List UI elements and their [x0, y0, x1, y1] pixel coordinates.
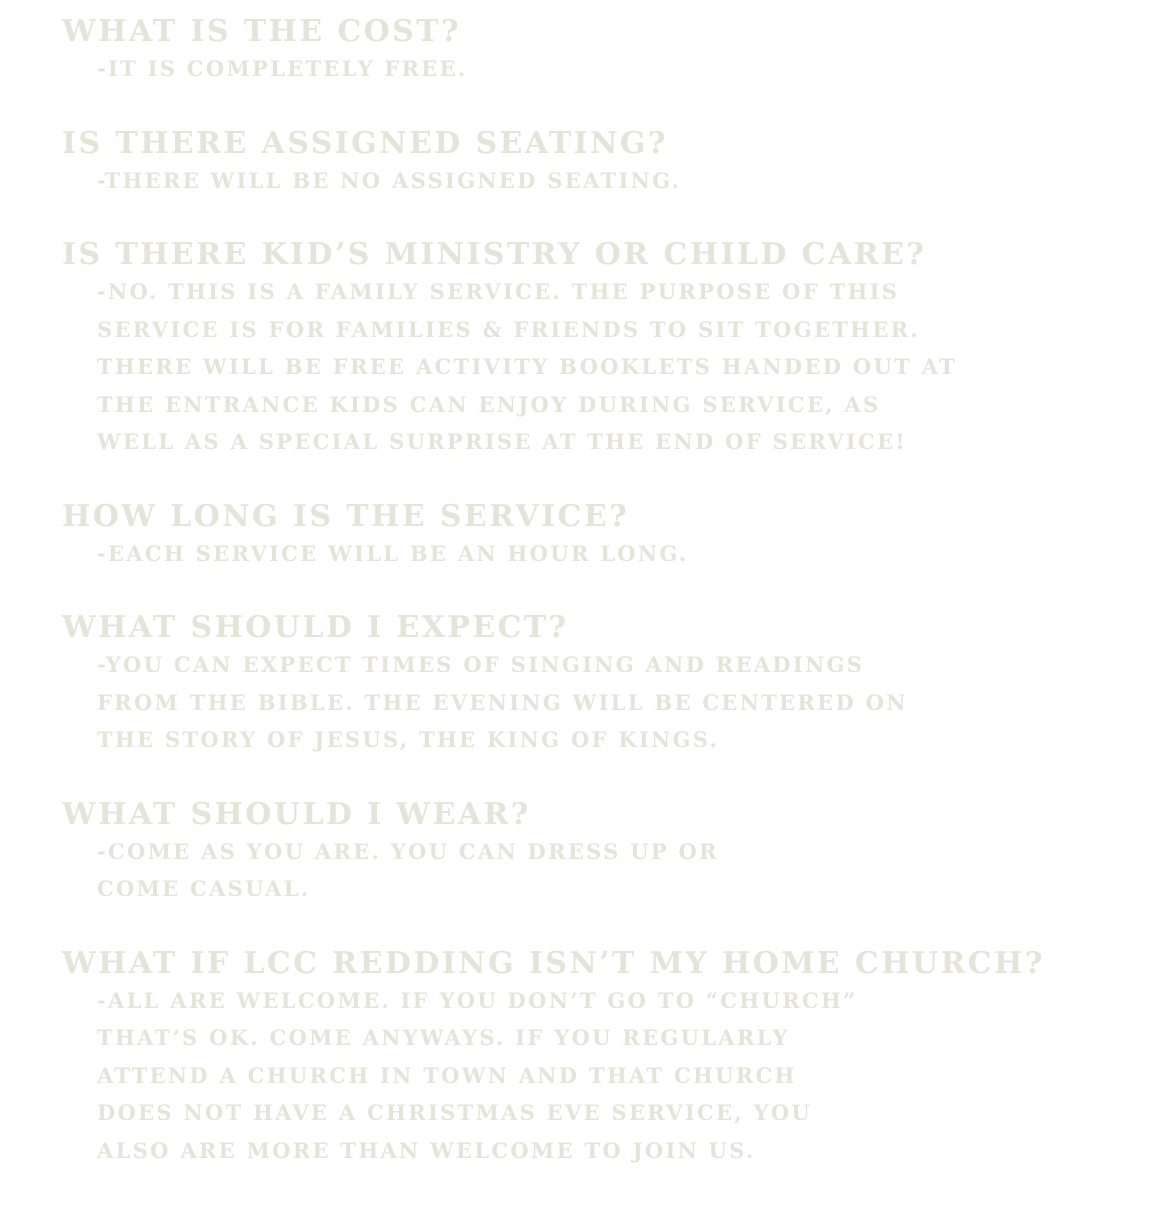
faq-answer — [97, 273, 1122, 461]
faq-answer — [97, 535, 1122, 573]
faq-answer-line: WELL AS A SPECIAL SURPRISE AT THE END OF SERVICE! — [97, 429, 907, 454]
faq-answer — [97, 162, 1122, 200]
faq-list — [62, 14, 1122, 1207]
faq-item-service-length — [62, 499, 1122, 573]
faq-answer-line: THE STORY OF JESUS, THE KING OF KINGS. — [97, 727, 720, 752]
faq-answer — [97, 833, 1122, 908]
faq-answer-line: SERVICE IS FOR FAMILIES & FRIENDS TO SIT TOGETHER. — [97, 316, 921, 342]
faq-answer-line: ALSO ARE MORE THAN WELCOME TO JOIN US. — [97, 1137, 756, 1163]
faq-answer-line: COME CASUAL. — [97, 876, 311, 901]
faq-item-seating — [62, 126, 1122, 200]
faq-answer-line: FROM THE BIBLE. THE EVENING WILL BE CENTERED ON — [97, 689, 908, 715]
faq-item-home-church — [62, 946, 1122, 1170]
faq-answer-line: THAT’S OK. COME ANYWAYS. IF YOU REGULARLY — [97, 1025, 790, 1050]
faq-question: WHAT IS THE COST? — [62, 14, 461, 49]
faq-answer — [97, 982, 1122, 1170]
faq-answer-line: -YOU CAN EXPECT TIMES OF SINGING AND READINGS — [97, 652, 865, 677]
faq-question: IS THERE ASSIGNED SEATING? — [62, 125, 668, 161]
faq-question: WHAT SHOULD I WEAR? — [62, 796, 531, 832]
faq-answer-line: -COME AS YOU ARE. YOU CAN DRESS UP OR — [97, 838, 719, 864]
faq-answer-line: -IT IS COMPLETELY FREE. — [97, 56, 468, 81]
faq-question: HOW LONG IS THE SERVICE? — [62, 498, 630, 534]
faq-answer-line: -THERE WILL BE NO ASSIGNED SEATING. — [97, 167, 682, 193]
faq-item-expect — [62, 610, 1122, 759]
faq-answer-line: THERE WILL BE FREE ACTIVITY BOOKLETS HANDED OUT AT — [97, 354, 957, 379]
faq-question: IS THERE KID’S MINISTRY OR CHILD CARE? — [62, 237, 927, 272]
faq-item-cost — [62, 14, 1122, 88]
faq-answer-line: -ALL ARE WELCOME. IF YOU DON’T GO TO “CHURCH” — [97, 987, 858, 1013]
faq-answer-line: THE ENTRANCE KIDS CAN ENJOY DURING SERVICE, AS — [97, 391, 881, 417]
faq-answer — [97, 646, 1122, 759]
faq-answer-line: ATTEND A CHURCH IN TOWN AND THAT CHURCH — [97, 1062, 797, 1088]
faq-answer — [97, 50, 1122, 88]
faq-answer-line: -EACH SERVICE WILL BE AN HOUR LONG. — [97, 540, 689, 566]
faq-question: WHAT IF LCC REDDING ISN’T MY HOME CHURCH? — [62, 945, 1045, 981]
faq-item-child-care — [62, 237, 1122, 461]
faq-question: WHAT SHOULD I EXPECT? — [62, 610, 569, 645]
faq-answer-line: -NO. THIS IS A FAMILY SERVICE. THE PURPOSE OF THIS — [97, 279, 900, 304]
faq-answer-line: DOES NOT HAVE A CHRISTMAS EVE SERVICE, YOU — [97, 1100, 813, 1125]
faq-item-wear — [62, 797, 1122, 908]
